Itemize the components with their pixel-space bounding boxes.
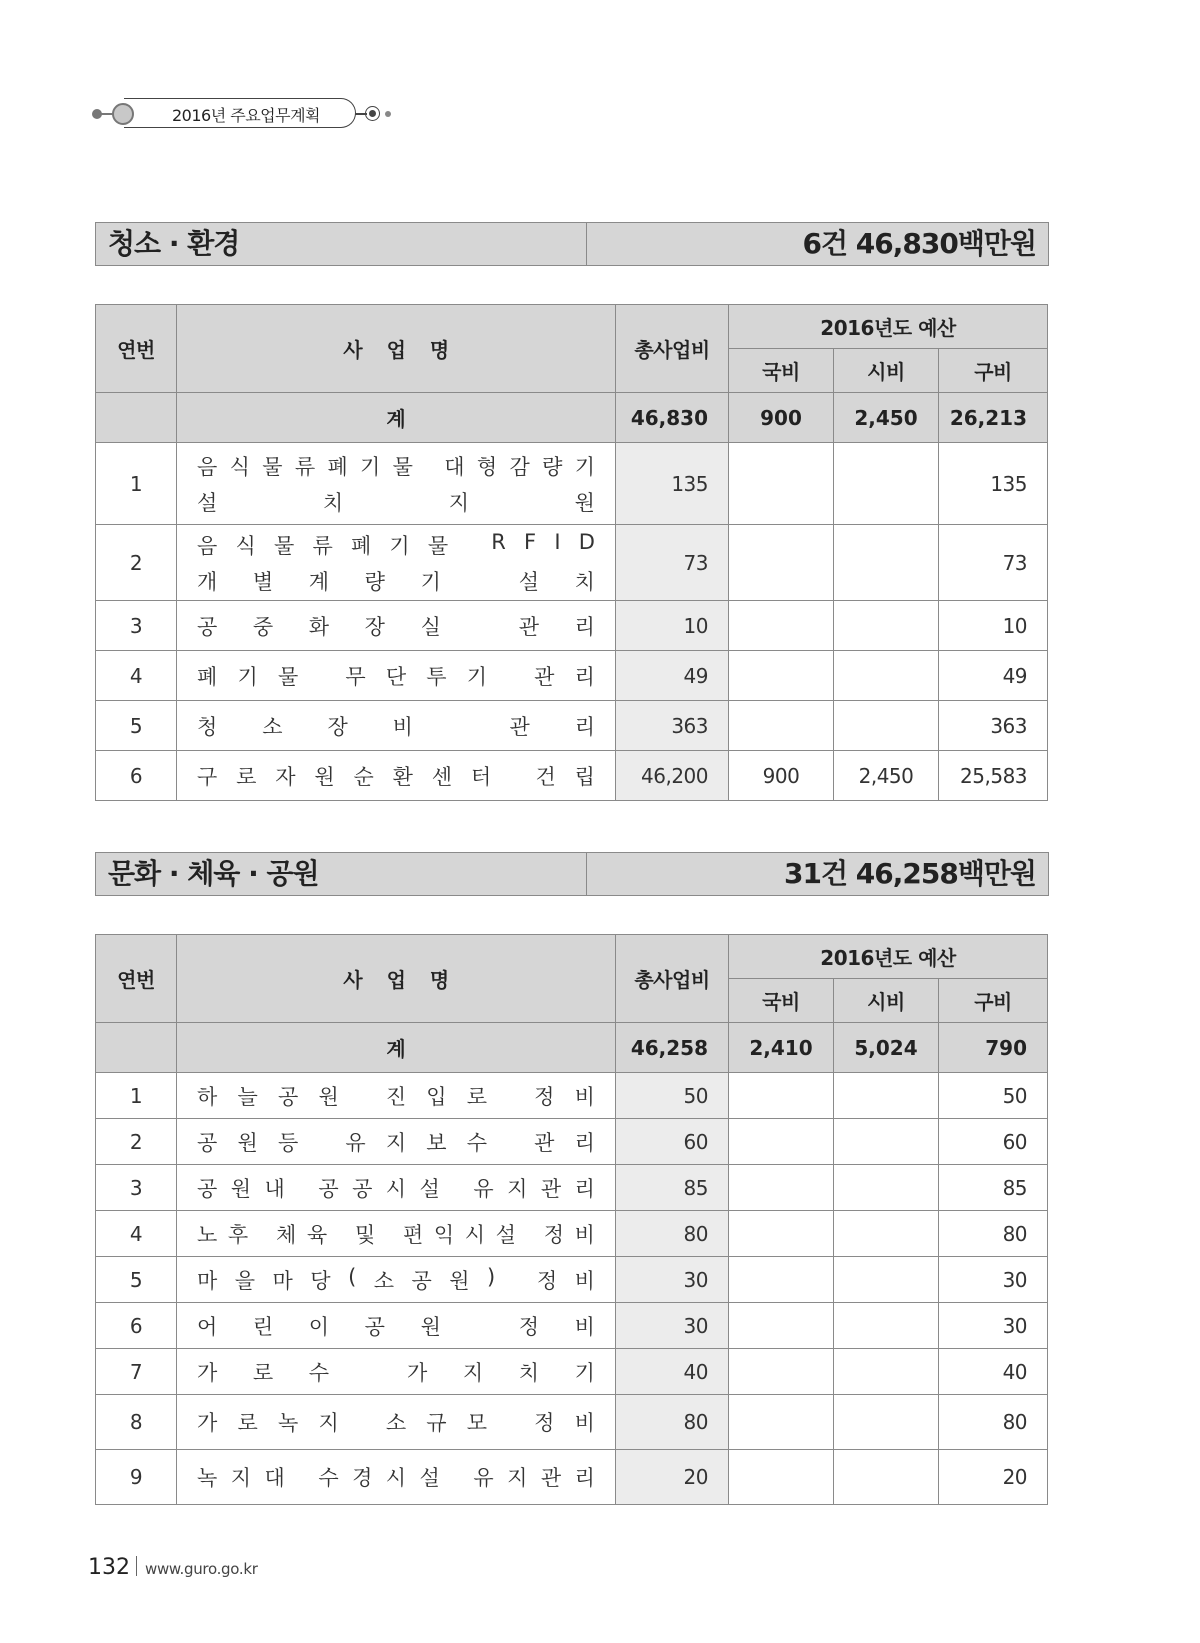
row-national xyxy=(729,651,834,701)
row-seq: 9 xyxy=(96,1450,177,1505)
total-label: 계 xyxy=(177,1023,616,1073)
row-total-cost: 46,200 xyxy=(616,751,729,801)
row-national xyxy=(729,1165,834,1211)
project-name-line: 음 식 물 류 폐 기 물 R F I D xyxy=(197,529,595,558)
row-project-name xyxy=(177,1165,616,1211)
table-row xyxy=(96,701,1048,751)
row-total-cost: 85 xyxy=(616,1165,729,1211)
row-national xyxy=(729,601,834,651)
section-title: 문화 · 체육 · 공원 xyxy=(96,853,587,895)
row-total-cost: 80 xyxy=(616,1395,729,1450)
row-seq: 4 xyxy=(96,651,177,701)
row-district: 80 xyxy=(939,1211,1048,1257)
row-project-name xyxy=(177,1257,616,1303)
row-seq: 7 xyxy=(96,1349,177,1395)
row-city xyxy=(834,651,939,701)
row-district: 49 xyxy=(939,651,1048,701)
project-name-line: 설 치 지 원 xyxy=(197,490,595,515)
row-city xyxy=(834,701,939,751)
header-ring-center xyxy=(369,110,376,117)
project-name-line: 음 식 물 류 폐 기 물 대 형 감 량 기 xyxy=(197,454,595,479)
col-header-national: 국비 xyxy=(729,979,834,1023)
row-total-cost: 10 xyxy=(616,601,729,651)
col-header-total: 총사업비 xyxy=(616,305,729,393)
row-project-name xyxy=(177,1211,616,1257)
row-seq: 4 xyxy=(96,1211,177,1257)
row-district: 10 xyxy=(939,601,1048,651)
project-name-line: 청 소 장 비 관 리 xyxy=(197,714,595,739)
row-district: 50 xyxy=(939,1073,1048,1119)
section-title: 청소 · 환경 xyxy=(96,223,587,265)
row-city xyxy=(834,1257,939,1303)
row-district: 60 xyxy=(939,1119,1048,1165)
row-total-cost: 30 xyxy=(616,1303,729,1349)
row-city xyxy=(834,443,939,525)
row-project-name xyxy=(177,1450,616,1505)
col-header-district: 구비 xyxy=(939,349,1048,393)
row-national: 900 xyxy=(729,751,834,801)
row-total-cost: 363 xyxy=(616,701,729,751)
row-district: 363 xyxy=(939,701,1048,751)
row-district: 30 xyxy=(939,1257,1048,1303)
col-header-name xyxy=(177,305,616,393)
row-total-cost: 60 xyxy=(616,1119,729,1165)
table-row xyxy=(96,1165,1048,1211)
section-title-culture xyxy=(95,852,1049,896)
header-end-dot-icon xyxy=(385,111,391,117)
row-district: 73 xyxy=(939,525,1048,601)
row-project-name xyxy=(177,525,616,601)
table-row xyxy=(96,601,1048,651)
row-total-cost: 30 xyxy=(616,1257,729,1303)
row-seq: 2 xyxy=(96,1119,177,1165)
table-row xyxy=(96,751,1048,801)
header-title: 2016년 주요업무계획 xyxy=(172,106,320,125)
row-project-name xyxy=(177,1349,616,1395)
col-header-city: 시비 xyxy=(834,349,939,393)
section-summary: 31건 46,258백만원 xyxy=(784,857,1036,890)
row-national xyxy=(729,1450,834,1505)
page-footer xyxy=(88,1555,258,1580)
col-header-name xyxy=(177,935,616,1023)
project-name-line: 어 린 이 공 원 정 비 xyxy=(197,1314,595,1339)
project-name-line: 노 후 체 육 및 편 익 시 설 정 비 xyxy=(197,1222,595,1247)
row-city xyxy=(834,1119,939,1165)
total-seq xyxy=(96,393,177,443)
row-city xyxy=(834,1395,939,1450)
row-seq: 8 xyxy=(96,1395,177,1450)
row-district: 80 xyxy=(939,1395,1048,1450)
col-header-budget: 2016년도 예산 xyxy=(729,305,1048,349)
row-project-name xyxy=(177,1119,616,1165)
total-city: 2,450 xyxy=(834,393,939,443)
row-seq: 3 xyxy=(96,1165,177,1211)
row-seq: 2 xyxy=(96,525,177,601)
row-national xyxy=(729,1303,834,1349)
row-total-cost: 50 xyxy=(616,1073,729,1119)
row-project-name xyxy=(177,751,616,801)
col-header-seq: 연번 xyxy=(96,305,177,393)
row-city xyxy=(834,1165,939,1211)
row-total-cost: 20 xyxy=(616,1450,729,1505)
project-name-line: 가 로 녹 지 소 규 모 정 비 xyxy=(197,1411,595,1435)
page-number: 132 xyxy=(88,1555,130,1580)
row-seq: 1 xyxy=(96,443,177,525)
row-national xyxy=(729,1119,834,1165)
project-name-line: 구 로 자 원 순 환 센 터 건 립 xyxy=(197,764,595,789)
footer-url: www.guro.go.kr xyxy=(145,1560,258,1578)
row-seq: 1 xyxy=(96,1073,177,1119)
project-name-line: 하 늘 공 원 진 입 로 정 비 xyxy=(197,1084,595,1109)
budget-table-cleaning xyxy=(95,304,1048,801)
total-national: 900 xyxy=(729,393,834,443)
row-district: 20 xyxy=(939,1450,1048,1505)
row-city xyxy=(834,1073,939,1119)
row-total-cost: 49 xyxy=(616,651,729,701)
col-header-city: 시비 xyxy=(834,979,939,1023)
row-city xyxy=(834,1211,939,1257)
row-district: 40 xyxy=(939,1349,1048,1395)
project-name-line: 공 원 등 유 지 보 수 관 리 xyxy=(197,1130,595,1155)
row-city: 2,450 xyxy=(834,751,939,801)
project-name-line: 공 원 내 공 공 시 설 유 지 관 리 xyxy=(197,1176,595,1201)
project-name-line: 개 별 계 량 기 설 치 xyxy=(197,569,595,594)
total-row xyxy=(96,393,1048,443)
row-total-cost: 40 xyxy=(616,1349,729,1395)
row-district: 135 xyxy=(939,443,1048,525)
table-row xyxy=(96,1257,1048,1303)
row-project-name xyxy=(177,601,616,651)
section-summary: 6건 46,830백만원 xyxy=(802,227,1036,260)
total-district: 790 xyxy=(939,1023,1048,1073)
total-label: 계 xyxy=(177,393,616,443)
row-national xyxy=(729,1257,834,1303)
total-district: 26,213 xyxy=(939,393,1048,443)
project-name-line: 폐 기 물 무 단 투 기 관 리 xyxy=(197,664,595,689)
row-city xyxy=(834,1349,939,1395)
project-name-line: 마 을 마 당 ( 소 공 원 ) 정 비 xyxy=(197,1264,595,1293)
table-row xyxy=(96,1211,1048,1257)
row-project-name xyxy=(177,1395,616,1450)
project-name-line: 공 중 화 장 실 관 리 xyxy=(197,614,595,639)
row-national xyxy=(729,1073,834,1119)
table-row xyxy=(96,651,1048,701)
row-seq: 5 xyxy=(96,1257,177,1303)
table-row xyxy=(96,1073,1048,1119)
row-national xyxy=(729,525,834,601)
col-header-district: 구비 xyxy=(939,979,1048,1023)
row-seq: 5 xyxy=(96,701,177,751)
row-district: 85 xyxy=(939,1165,1048,1211)
table-row xyxy=(96,1119,1048,1165)
project-name-line: 가 로 수 가 지 치 기 xyxy=(197,1360,595,1385)
col-header-name-text: 사 업 명 xyxy=(343,968,449,992)
page-header xyxy=(90,96,410,132)
row-project-name xyxy=(177,1303,616,1349)
row-national xyxy=(729,1395,834,1450)
row-district: 25,583 xyxy=(939,751,1048,801)
row-total-cost: 73 xyxy=(616,525,729,601)
project-name-line: 녹 지 대 수 경 시 설 유 지 관 리 xyxy=(197,1466,595,1490)
total-cost: 46,258 xyxy=(616,1023,729,1073)
row-city xyxy=(834,1450,939,1505)
row-total-cost: 80 xyxy=(616,1211,729,1257)
table-row xyxy=(96,1395,1048,1450)
row-national xyxy=(729,1349,834,1395)
table-row xyxy=(96,1349,1048,1395)
row-city xyxy=(834,1303,939,1349)
row-total-cost: 135 xyxy=(616,443,729,525)
table-row xyxy=(96,1450,1048,1505)
col-header-seq: 연번 xyxy=(96,935,177,1023)
total-cost: 46,830 xyxy=(616,393,729,443)
col-header-total: 총사업비 xyxy=(616,935,729,1023)
row-national xyxy=(729,701,834,751)
row-seq: 3 xyxy=(96,601,177,651)
total-national: 2,410 xyxy=(729,1023,834,1073)
total-seq xyxy=(96,1023,177,1073)
row-city xyxy=(834,525,939,601)
budget-table-culture xyxy=(95,934,1048,1505)
row-project-name xyxy=(177,443,616,525)
row-city xyxy=(834,601,939,651)
row-national xyxy=(729,443,834,525)
row-seq: 6 xyxy=(96,1303,177,1349)
footer-separator xyxy=(136,1556,137,1576)
header-circle-icon xyxy=(112,103,134,125)
total-city: 5,024 xyxy=(834,1023,939,1073)
col-header-national: 국비 xyxy=(729,349,834,393)
row-project-name xyxy=(177,1073,616,1119)
row-national xyxy=(729,1211,834,1257)
table-row xyxy=(96,443,1048,525)
row-district: 30 xyxy=(939,1303,1048,1349)
row-project-name xyxy=(177,651,616,701)
row-seq: 6 xyxy=(96,751,177,801)
col-header-name-text: 사 업 명 xyxy=(343,338,449,362)
row-project-name xyxy=(177,701,616,751)
section-title-cleaning xyxy=(95,222,1049,266)
table-row xyxy=(96,525,1048,601)
col-header-budget: 2016년도 예산 xyxy=(729,935,1048,979)
table-row xyxy=(96,1303,1048,1349)
total-row xyxy=(96,1023,1048,1073)
